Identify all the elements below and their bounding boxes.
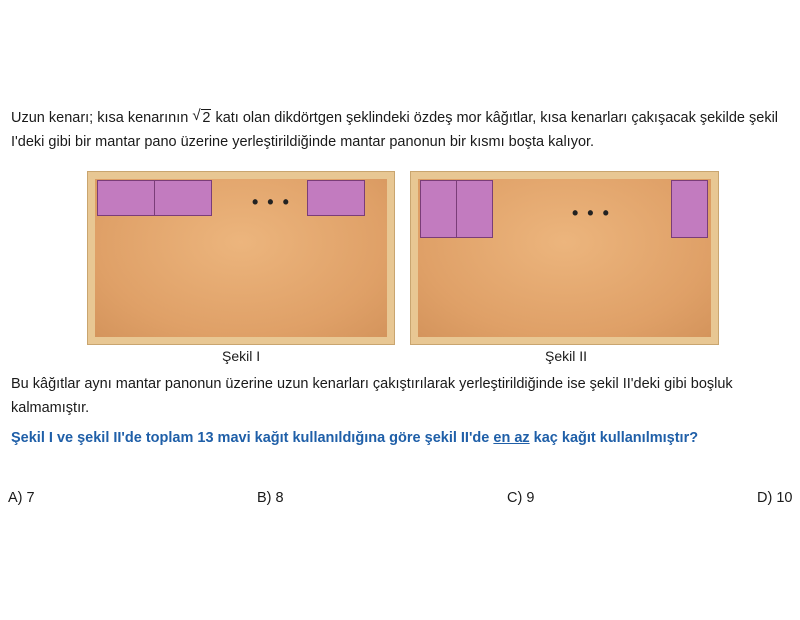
ellipsis-dots: • • • (252, 192, 291, 212)
radicand: 2 (202, 110, 211, 126)
question-text (11, 426, 797, 450)
option-b[interactable]: B) 8 (257, 490, 284, 506)
intro-text-1: Uzun kenarı; kısa kenarının (11, 110, 189, 126)
root-symbol: √ (192, 107, 201, 124)
figure-1-caption: Şekil I (222, 348, 261, 364)
purple-paper (420, 180, 457, 238)
option-c[interactable]: C) 9 (507, 490, 535, 506)
purple-paper (671, 180, 708, 238)
purple-paper (307, 180, 365, 216)
option-a[interactable]: A) 7 (8, 490, 35, 506)
cork-board-figure-2 (411, 172, 718, 344)
purple-paper (456, 180, 493, 238)
intro-paragraph (11, 106, 797, 154)
purple-paper (154, 180, 212, 216)
intro-text-2: katı olan dikdörtgen şeklindeki özdeş mor kâğıtlar, kısa kenarları çakışacak şekilde şekil I'deki gibi bir mantar pano üzerine yerleştirildiğinde mantar panonun bir kısmı boşta kalıyor. (11, 110, 779, 150)
sqrt-two (192, 106, 211, 130)
ellipsis-dots: • • • (572, 203, 611, 223)
cork-board-figure-1 (88, 172, 394, 344)
purple-paper (97, 180, 155, 216)
option-d[interactable]: D) 10 (757, 490, 793, 506)
question-text-1: Şekil I ve şekil II'de toplam 13 mavi kağıt kullanıldığına göre şekil II'de (11, 430, 490, 446)
description-paragraph: Bu kâğıtlar aynı mantar panonun üzerine uzun kenarları çakıştırılarak yerleştirildiğinde ise şekil II'deki gibi boşluk kalmamıştır. (11, 376, 733, 416)
figure-2-caption: Şekil II (545, 348, 588, 364)
question-underlined: en az (493, 430, 530, 446)
question-text-2: kaç kağıt kullanılmıştır? (533, 430, 699, 446)
